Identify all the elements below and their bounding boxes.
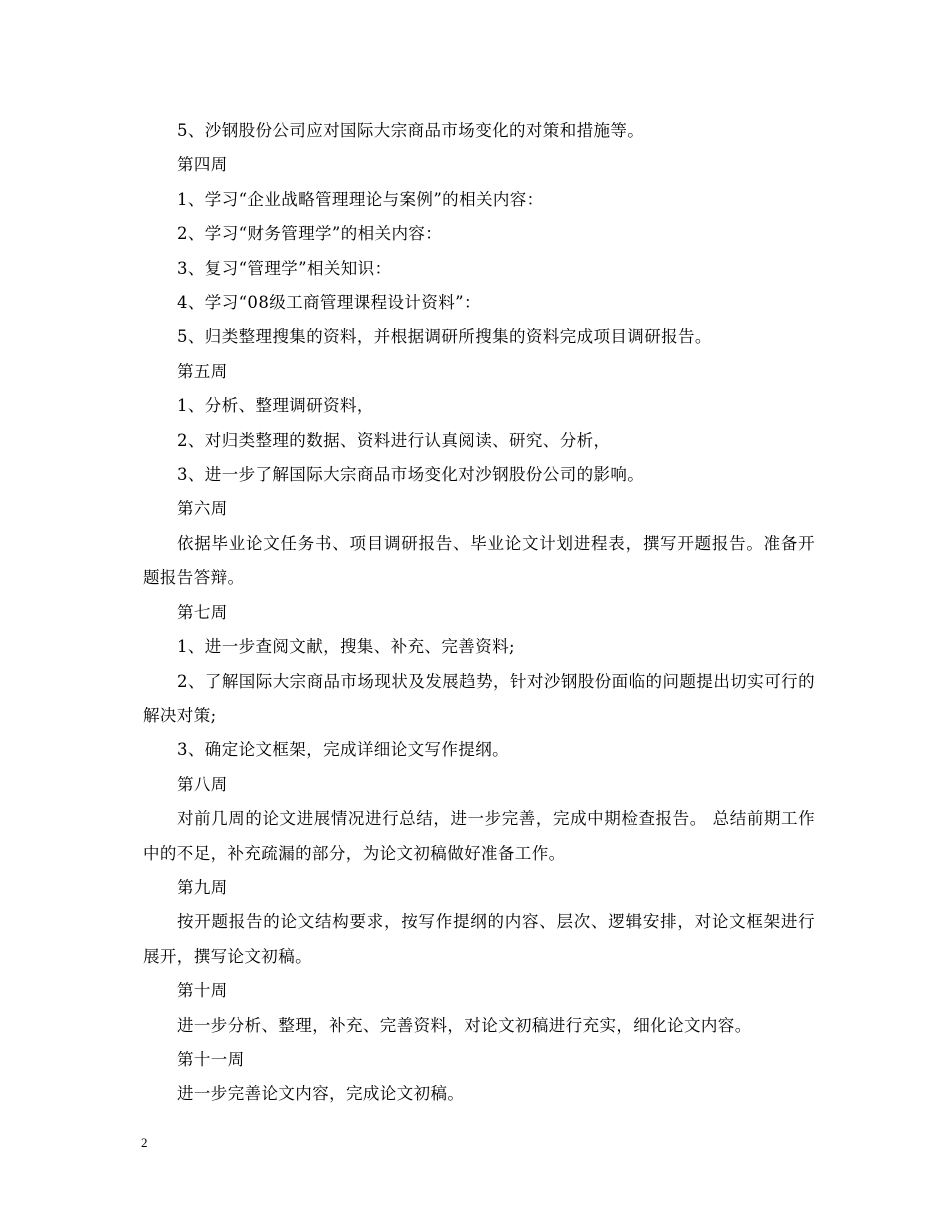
page-number: 2 (141, 1135, 148, 1150)
paragraph: 5、归类整理搜集的资料，并根据调研所搜集的资料完成项目调研报告。 (177, 327, 712, 347)
week-heading: 第十一周 (177, 1049, 245, 1069)
week-heading: 第九周 (177, 877, 228, 897)
paragraph: 3、进一步了解国际大宗商品市场变化对沙钢股份公司的影响。 (177, 465, 645, 485)
week-heading: 第八周 (177, 774, 228, 794)
paragraph: 2、对归类整理的数据、资料进行认真阅读、研究、分析， (177, 430, 611, 450)
paragraph: 1、分析、整理调研资料， (177, 396, 374, 416)
paragraph: 4、学习“08级工商管理课程设计资料”： (177, 293, 481, 313)
paragraph: 对前几周的论文进展情况进行总结，进一步完善，完成中期检查报告。 总结前期工作中的不足，补充疏漏的部分，为论文初稿做好准备工作。 (143, 809, 815, 863)
paragraph: 进一步完善论文内容，完成论文初稿。 (177, 1084, 465, 1104)
paragraph: 3、确定论文框架，完成详细论文写作提纲。 (177, 740, 509, 760)
paragraph: 2、了解国际大宗商品市场现状及发展趋势，针对沙钢股份面临的问题提出切实可行的解决对策; (143, 671, 815, 725)
paragraph: 1、学习“企业战略管理理论与案例”的相关内容： (177, 189, 544, 209)
paragraph: 2、学习“财务管理学”的相关内容： (177, 224, 443, 244)
week-heading: 第四周 (177, 155, 228, 175)
document-body (143, 114, 815, 1112)
paragraph: 5、沙钢股份公司应对国际大宗商品市场变化的对策和措施等。 (177, 121, 645, 140)
paragraph: 依据毕业论文任务书、项目调研报告、毕业论文计划进程表，撰写开题报告。准备开题报告答辩。 (143, 533, 815, 588)
week-heading: 第六周 (177, 499, 228, 519)
paragraph: 1、进一步查阅文献，搜集、补充、完善资料; (177, 637, 515, 657)
paragraph: 3、复习“管理学”相关知识： (177, 258, 392, 278)
week-heading: 第十周 (177, 981, 228, 1001)
week-heading: 第七周 (177, 602, 228, 622)
week-heading: 第五周 (177, 361, 228, 381)
paragraph: 按开题报告的论文结构要求，按写作提纲的内容、层次、逻辑安排，对论文框架进行展开，撰写论文初稿。 (143, 912, 815, 966)
paragraph: 进一步分析、整理，补充、完善资料，对论文初稿进行充实，细化论文内容。 (177, 1015, 752, 1035)
